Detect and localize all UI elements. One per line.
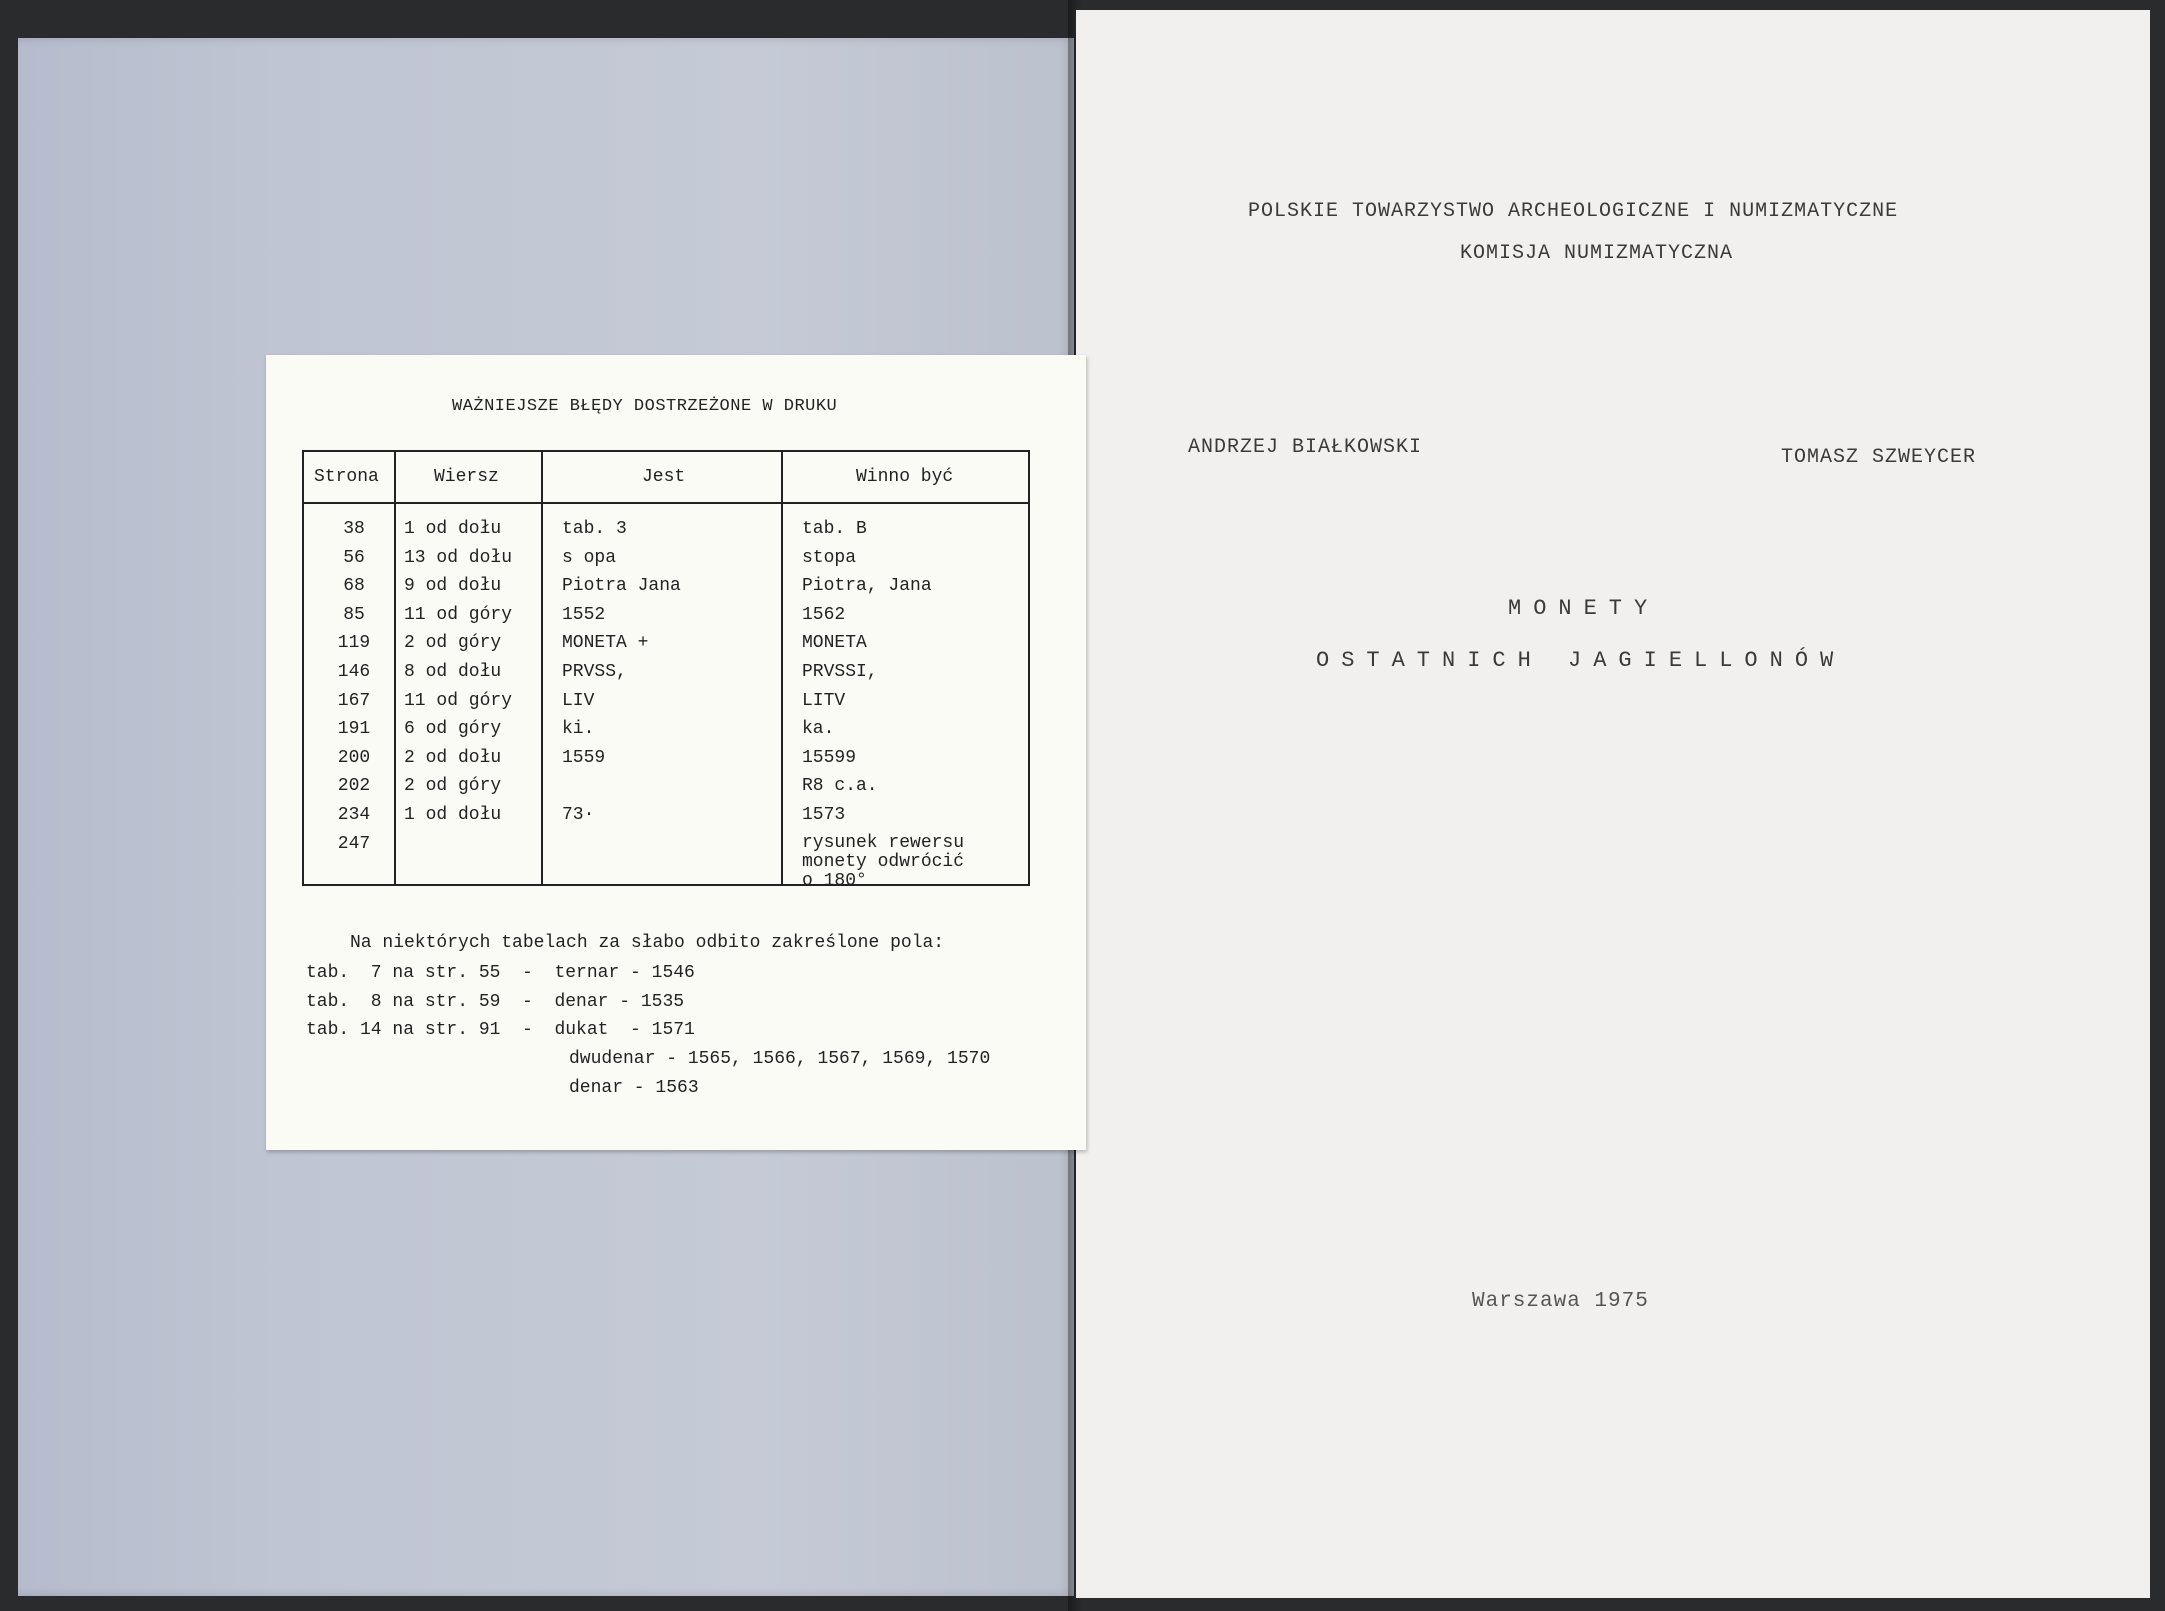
cell-strona: 191 xyxy=(337,719,371,740)
table-row xyxy=(304,633,1028,661)
cell-strona: 247 xyxy=(337,833,371,854)
cell-strona: 234 xyxy=(337,805,371,825)
cell-jest: 1552 xyxy=(562,604,606,625)
cell-winno-byc: R8 c.a. xyxy=(802,776,878,797)
cell-winno-byc: stopa xyxy=(802,547,857,568)
cell-jest: 73· xyxy=(562,805,595,825)
cell-jest: 1559 xyxy=(562,747,606,768)
cell-strona: 56 xyxy=(343,547,365,568)
cell-jest: PRVSS, xyxy=(562,662,627,682)
errata-note-line: dwudenar - 1565, 1566, 1567, 1569, 1570 xyxy=(569,1049,991,1069)
errata-table xyxy=(302,450,1030,891)
table-row xyxy=(304,605,1028,633)
cell-strona: 85 xyxy=(343,604,365,625)
header-divider xyxy=(304,502,1028,504)
cell-jest: tab. 3 xyxy=(562,519,627,539)
header-strona: Strona xyxy=(314,467,379,487)
cell-wiersz: 6 od góry xyxy=(404,719,502,740)
errata-slip xyxy=(266,355,1086,1150)
cell-wiersz: 2 od góry xyxy=(404,776,502,797)
header-winno-byc: Winno być xyxy=(856,467,954,487)
cell-winno-byc: Piotra, Jana xyxy=(802,576,932,597)
cell-strona: 119 xyxy=(337,633,371,654)
table-row xyxy=(304,805,1028,833)
cell-wiersz: 9 od dołu xyxy=(404,576,502,597)
author-left: ANDRZEJ BIAŁKOWSKI xyxy=(1188,436,1423,459)
cell-wiersz: 11 od góry xyxy=(404,604,513,625)
cell-jest: MONETA + xyxy=(562,633,649,654)
cell-winno-byc: tab. B xyxy=(802,519,867,539)
table-row xyxy=(304,691,1028,719)
errata-note-line: denar - 1563 xyxy=(569,1078,699,1098)
cell-strona: 202 xyxy=(337,776,371,797)
cell-jest: LIV xyxy=(562,690,595,711)
errata-title: WAŻNIEJSZE BŁĘDY DOSTRZEŻONE W DRUKU xyxy=(452,397,838,416)
cell-winno-byc: ka. xyxy=(802,719,835,740)
commission-name: KOMISJA NUMIZMATYCZNA xyxy=(1460,242,1734,265)
table-row xyxy=(304,519,1028,547)
header-jest: Jest xyxy=(642,467,686,487)
author-right: TOMASZ SZWEYCER xyxy=(1781,446,1977,469)
errata-note-line: tab. 14 na str. 91 - dukat - 1571 xyxy=(306,1020,695,1040)
cell-strona: 146 xyxy=(337,662,371,682)
society-name: POLSKIE TOWARZYSTWO ARCHEOLOGICZNE I NUMIZMATYCZNE xyxy=(1248,200,1899,223)
cell-winno-byc: 1562 xyxy=(802,604,846,625)
cell-wiersz: 13 od dołu xyxy=(404,547,513,568)
table-row xyxy=(304,548,1028,576)
cell-wiersz: 8 od dołu xyxy=(404,662,502,682)
cell-winno-byc: LITV xyxy=(802,690,846,711)
cell-jest: Piotra Jana xyxy=(562,576,681,597)
table-row xyxy=(304,576,1028,604)
cell-strona: 167 xyxy=(337,690,371,711)
cell-jest: ki. xyxy=(562,719,595,740)
cell-winno-byc: 15599 xyxy=(802,747,857,768)
cell-winno-byc: rysunek rewersu monety odwrócić o 180° xyxy=(802,832,965,891)
cell-wiersz: 1 od dołu xyxy=(404,805,502,825)
table-row xyxy=(304,832,1028,891)
title-page xyxy=(1076,10,2150,1598)
cell-jest: s opa xyxy=(562,547,617,568)
header-wiersz: Wiersz xyxy=(434,467,499,487)
cell-wiersz: 2 od góry xyxy=(404,633,502,654)
cell-winno-byc: 1573 xyxy=(802,805,846,825)
errata-note-line: tab. 7 na str. 55 - ternar - 1546 xyxy=(306,963,695,983)
cell-wiersz: 1 od dołu xyxy=(404,519,502,539)
errata-note-heading: Na niektórych tabelach za słabo odbito zakreślone pola: xyxy=(350,933,945,953)
cell-wiersz: 11 od góry xyxy=(404,690,513,711)
cell-winno-byc: MONETA xyxy=(802,633,867,654)
table-row xyxy=(304,748,1028,776)
book-title-line-2: OSTATNICH JAGIELLONÓW xyxy=(1316,648,1846,673)
cell-strona: 68 xyxy=(343,576,365,597)
errata-note-line: tab. 8 na str. 59 - denar - 1535 xyxy=(306,992,685,1012)
table-row xyxy=(304,662,1028,690)
table-row xyxy=(304,776,1028,804)
place-and-year: Warszawa 1975 xyxy=(1472,1290,1649,1313)
cell-wiersz: 2 od dołu xyxy=(404,747,502,768)
cell-strona: 38 xyxy=(343,519,365,539)
book-title-line-1: MONETY xyxy=(1508,596,1660,621)
cell-strona: 200 xyxy=(337,747,371,768)
table-row xyxy=(304,719,1028,747)
cell-winno-byc: PRVSSI, xyxy=(802,662,878,682)
